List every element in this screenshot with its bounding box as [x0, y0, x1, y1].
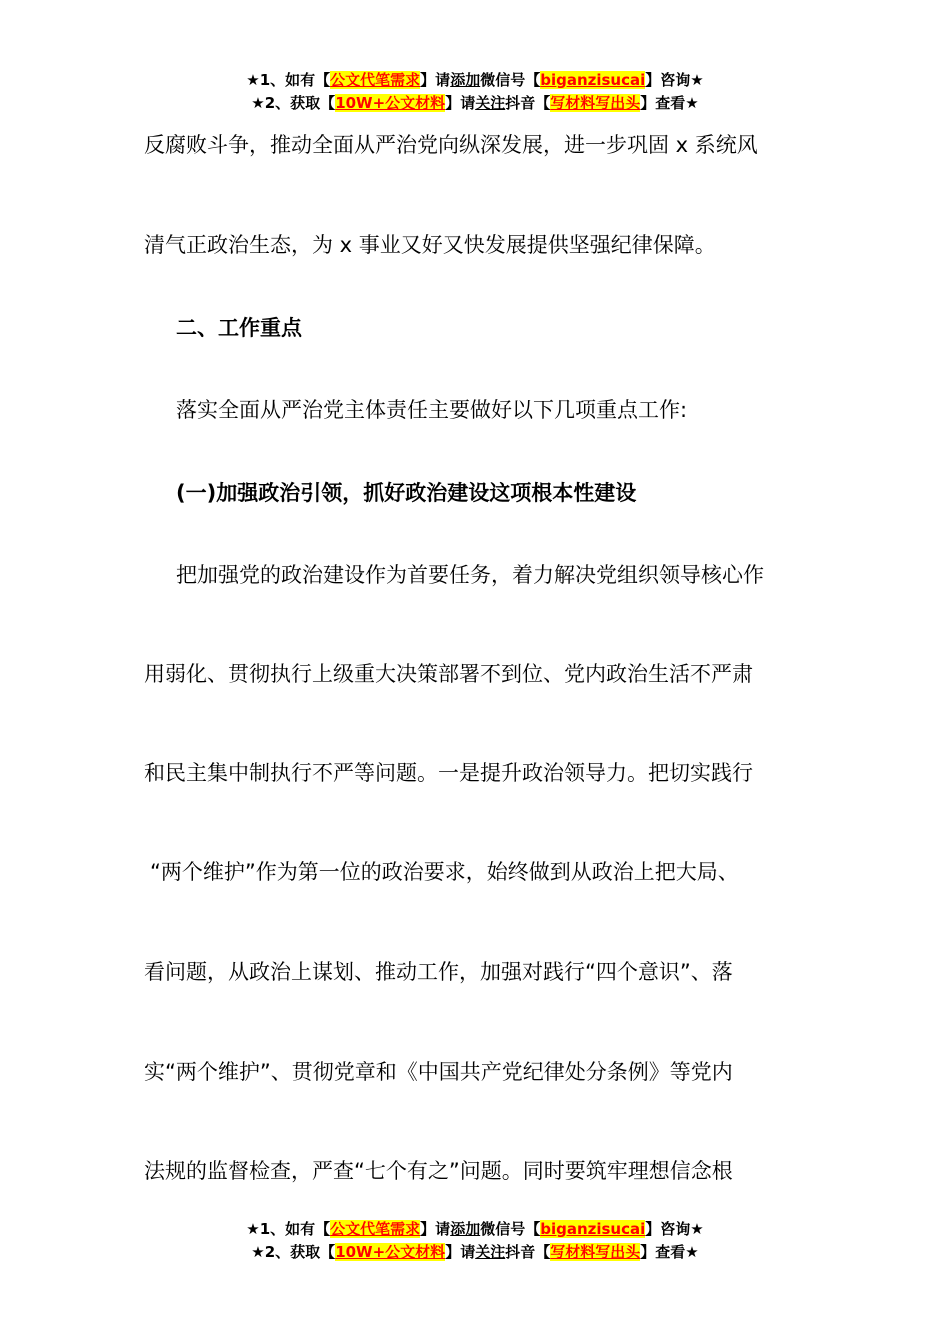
banner-highlight: 10W+公文材料: [335, 1243, 446, 1261]
banner-douyin-id: 写材料写出头: [550, 1243, 641, 1261]
banner-wechat-id: biganzisucai: [540, 1220, 646, 1238]
body-line: 落实全面从严治党主体责任主要做好以下几项重点工作:: [176, 398, 688, 422]
banner-wechat-id: biganzisucai: [540, 71, 646, 89]
body-line: 和民主集中制执行不严等问题。一是提升政治领导力。把切实践行: [144, 761, 753, 785]
body-line: 实“两个维护”、贯彻党章和《中国共产党纪律处分条例》等党内: [144, 1060, 733, 1084]
bottom-banner: [0, 1218, 950, 1264]
body-line: 用弱化、贯彻执行上级重大决策部署不到位、党内政治生活不严肃: [144, 662, 753, 686]
top-banner: [0, 69, 950, 115]
subsection-heading: (一)加强政治引领，抓好政治建设这项根本性建设: [176, 481, 637, 505]
body-line: 把加强党的政治建设作为首要任务，着力解决党组织领导核心作: [176, 563, 764, 587]
banner-highlight: 公文代笔需求: [330, 71, 421, 89]
banner-douyin-id: 写材料写出头: [550, 94, 641, 112]
banner-line-2: ★2、获取【10W+公文材料】请关注抖音【写材料写出头】查看★: [251, 94, 699, 112]
section-heading: 二、工作重点: [176, 316, 302, 340]
body-line: 清气正政治生态，为 x 事业又好又快发展提供坚强纪律保障。: [144, 233, 716, 257]
banner-line-2: ★2、获取【10W+公文材料】请关注抖音【写材料写出头】查看★: [251, 1243, 699, 1261]
body-line: 法规的监督检查，严查“七个有之”问题。同时要筑牢理想信念根: [144, 1159, 733, 1183]
body-line: 反腐败斗争，推动全面从严治党向纵深发展，进一步巩固 x 系统风: [144, 133, 758, 157]
banner-line-1: ★1、如有【公文代笔需求】请添加微信号【biganzisucai】咨询★: [246, 1220, 704, 1238]
banner-highlight: 公文代笔需求: [330, 1220, 421, 1238]
body-line: “两个维护”作为第一位的政治要求，始终做到从政治上把大局、: [150, 860, 739, 884]
body-line: 看问题，从政治上谋划、推动工作，加强对践行“四个意识”、落: [144, 960, 733, 984]
banner-line-1: ★1、如有【公文代笔需求】请添加微信号【biganzisucai】咨询★: [246, 71, 704, 89]
banner-highlight: 10W+公文材料: [335, 94, 446, 112]
